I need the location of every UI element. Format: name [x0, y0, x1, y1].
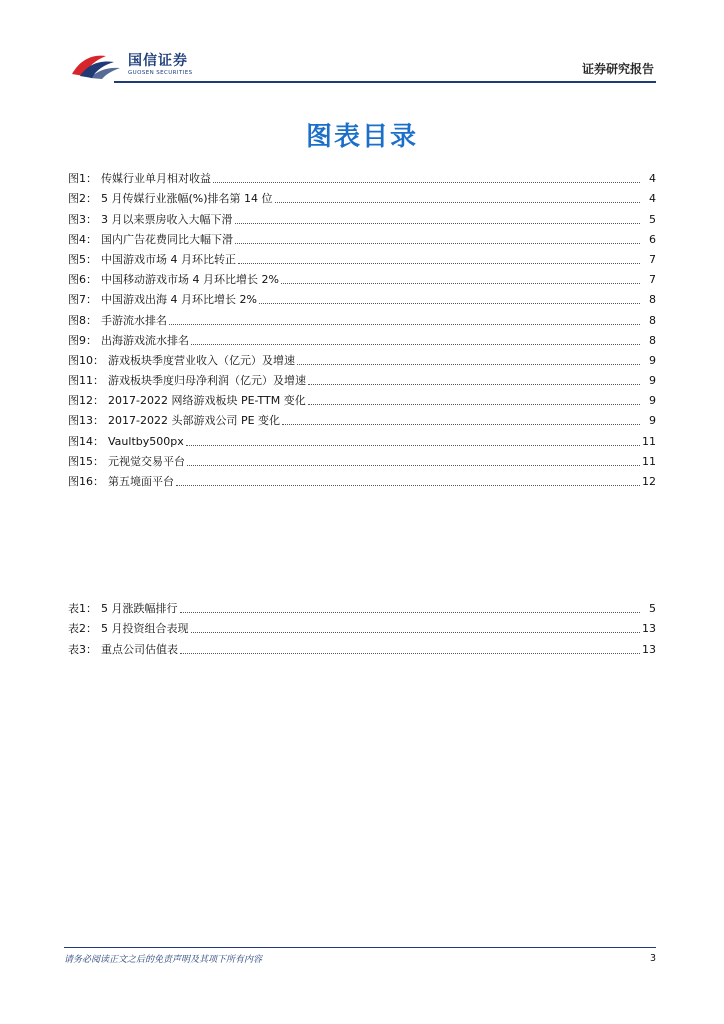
toc-entry-title: 传媒行业单月相对收益: [101, 172, 211, 186]
toc-entry-title: 元视觉交易平台: [108, 454, 185, 468]
figure-list: [68, 166, 656, 489]
toc-leader-dots: [176, 484, 640, 486]
company-logo: [70, 50, 192, 80]
toc-entry-label: 图11：: [68, 374, 104, 388]
toc-leader-dots: [308, 383, 640, 385]
toc-entry[interactable]: [68, 636, 656, 656]
toc-leader-dots: [187, 464, 640, 466]
toc-entry-page: 13: [642, 622, 656, 636]
toc-entry-label: 图5：: [68, 252, 97, 266]
toc-entry[interactable]: [68, 166, 656, 186]
logo-english-name: GUOSEN SECURITIES: [128, 70, 193, 76]
toc-entry-title: 2017-2022 网络游戏板块 PE-TTM 变化: [108, 394, 306, 408]
toc-entry[interactable]: [68, 227, 656, 247]
toc-leader-dots: [281, 282, 640, 284]
toc-entry-title: 5 月涨跌幅排行: [101, 602, 178, 616]
toc-entry-page: 4: [649, 172, 656, 186]
toc-entry[interactable]: [68, 616, 656, 636]
toc-entry-title: 3 月以来票房收入大幅下滑: [101, 212, 233, 226]
toc-entry-page: 13: [642, 642, 656, 656]
toc-entry-label: 图4：: [68, 232, 97, 246]
toc-entry-title: 中国游戏出海 4 月环比增长 2%: [101, 293, 257, 307]
toc-entry-page: 8: [649, 333, 656, 347]
toc-entry-label: 表3：: [68, 642, 97, 656]
toc-entry[interactable]: [68, 206, 656, 226]
toc-leader-dots: [180, 611, 641, 613]
toc-entry-label: 图10：: [68, 353, 104, 367]
toc-entry-title: 5 月传媒行业涨幅(%)排名第 14 位: [101, 192, 273, 206]
toc-entry-title: 中国游戏市场 4 月环比转正: [101, 252, 236, 266]
footer-divider: [64, 947, 656, 948]
toc-entry-page: 12: [642, 475, 656, 488]
toc-entry-title: 国内广告花费同比大幅下滑: [101, 232, 233, 246]
toc-entry[interactable]: [68, 388, 656, 408]
footer-disclaimer: 请务必阅读正文之后的免责声明及其项下所有内容: [64, 955, 263, 965]
toc-entry-title: 手游流水排名: [101, 313, 167, 327]
toc-leader-dots: [297, 363, 640, 365]
toc-entry-label: 图3：: [68, 212, 97, 226]
toc-leader-dots: [169, 323, 640, 325]
toc-entry-title: 第五境面平台: [108, 475, 174, 488]
toc-entry-title: 5 月投资组合表现: [101, 622, 189, 636]
toc-entry[interactable]: [68, 348, 656, 368]
toc-entry-page: 9: [649, 374, 656, 388]
toc-entry-page: 11: [642, 434, 656, 448]
toc-entry-page: 5: [649, 602, 656, 616]
toc-entry[interactable]: [68, 267, 656, 287]
toc-entry[interactable]: [68, 328, 656, 348]
toc-entry-page: 9: [649, 394, 656, 408]
toc-leader-dots: [282, 423, 640, 425]
toc-entry[interactable]: [68, 247, 656, 267]
toc-entry-page: 7: [649, 252, 656, 266]
toc-entry-label: 图16：: [68, 475, 104, 488]
toc-entry-label: 表2：: [68, 622, 97, 636]
toc-entry-page: 9: [649, 414, 656, 428]
toc-entry-label: 图7：: [68, 293, 97, 307]
toc-entry-label: 图13：: [68, 414, 104, 428]
toc-leader-dots: [259, 302, 640, 304]
toc-entry-label: 图14：: [68, 434, 104, 448]
toc-entry[interactable]: [68, 186, 656, 206]
toc-leader-dots: [186, 444, 640, 446]
toc-leader-dots: [275, 201, 640, 203]
toc-entry[interactable]: [68, 307, 656, 327]
toc-entry-page: 11: [642, 454, 656, 468]
toc-entry-label: 图1：: [68, 172, 97, 186]
toc-entry-title: 游戏板块季度营业收入（亿元）及增速: [108, 353, 295, 367]
toc-entry[interactable]: [68, 596, 656, 616]
toc-leader-dots: [191, 343, 640, 345]
toc-entry-page: 6: [649, 232, 656, 246]
toc-entry-label: 表1：: [68, 602, 97, 616]
toc-entry-page: 9: [649, 353, 656, 367]
report-type-label: 证券研究报告: [581, 62, 654, 76]
toc-leader-dots: [235, 222, 641, 224]
toc-entry[interactable]: [68, 449, 656, 469]
toc-entry-page: 8: [649, 313, 656, 327]
toc-entry-label: 图2：: [68, 192, 97, 206]
toc-leader-dots: [180, 652, 640, 654]
toc-entry-page: 7: [649, 273, 656, 287]
toc-entry-label: 图8：: [68, 313, 97, 327]
header-divider: [114, 81, 656, 83]
toc-entry-label: 图15：: [68, 454, 104, 468]
toc-entry[interactable]: [68, 287, 656, 307]
toc-entry-label: 图6：: [68, 273, 97, 287]
toc-leader-dots: [238, 262, 640, 264]
toc-leader-dots: [308, 403, 640, 405]
toc-entry[interactable]: [68, 408, 656, 428]
toc-entry-title: 出海游戏流水排名: [101, 333, 189, 347]
page-header: [64, 48, 656, 88]
table-list: [68, 596, 656, 657]
toc-entry-label: 图12：: [68, 394, 104, 408]
toc-entry-title: 2017-2022 头部游戏公司 PE 变化: [108, 414, 281, 428]
guosen-logo-icon: [70, 50, 122, 80]
toc-entry-title: 游戏板块季度归母净利润（亿元）及增速: [108, 374, 306, 388]
toc-entry[interactable]: [68, 469, 656, 489]
toc-entry-title: Vaultby500px: [108, 434, 184, 448]
toc-entry-title: 重点公司估值表: [101, 642, 178, 656]
toc-leader-dots: [191, 631, 641, 633]
toc-entry-title: 中国移动游戏市场 4 月环比增长 2%: [101, 273, 279, 287]
page-number: 3: [649, 953, 656, 964]
toc-leader-dots: [235, 242, 640, 244]
toc-entry-page: 5: [649, 212, 656, 226]
toc-entry[interactable]: [68, 428, 656, 448]
toc-leader-dots: [213, 181, 640, 183]
toc-title: 图表目录: [305, 122, 418, 152]
toc-entry[interactable]: [68, 368, 656, 388]
toc-entry-page: 4: [649, 192, 656, 206]
toc-entry-label: 图9：: [68, 333, 97, 347]
toc-entry-page: 8: [649, 293, 656, 307]
logo-chinese-name: 国信证券: [128, 53, 188, 69]
